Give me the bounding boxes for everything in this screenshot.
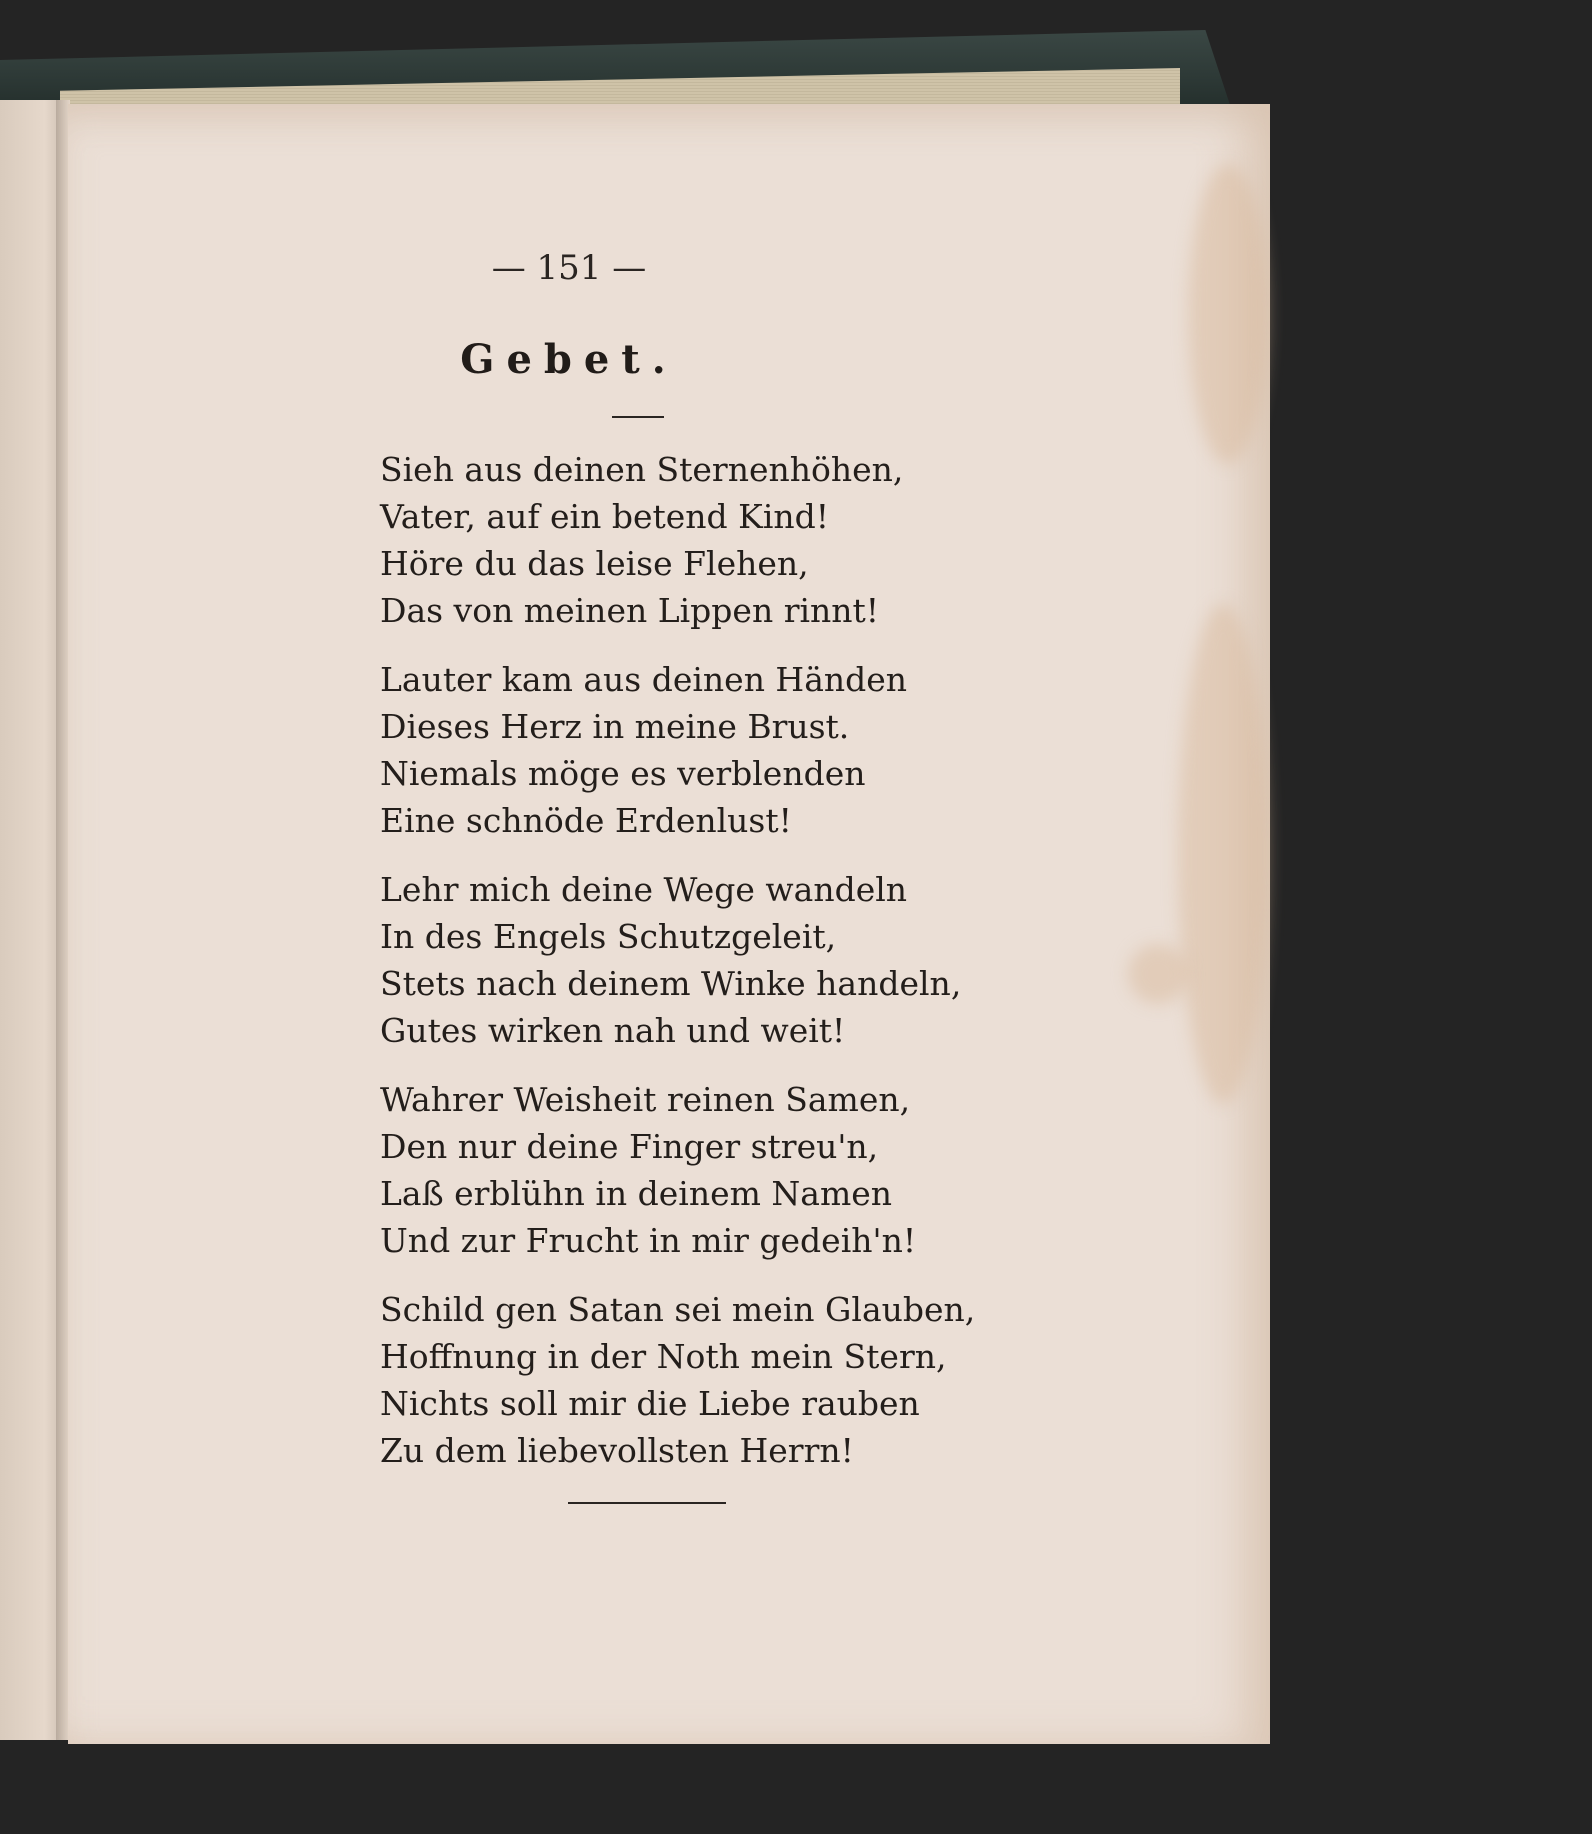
poem-line: Lauter kam aus deinen Händen	[380, 660, 908, 699]
stanza	[380, 1076, 1000, 1264]
poem-line: Nichts soll mir die Liebe rauben	[380, 1384, 920, 1423]
poem-line: Zu dem liebevollsten Herrn!	[380, 1431, 854, 1470]
paper-stain	[1188, 164, 1268, 464]
poem-line: Das von meinen Lippen rinnt!	[380, 591, 880, 630]
poem-line: Lehr mich deine Wege wandeln	[380, 870, 908, 909]
poem-line: Stets nach deinem Winke handeln,	[380, 964, 962, 1003]
poem-body	[380, 446, 1000, 1496]
paper-stain	[1128, 944, 1188, 1004]
poem-line: Gutes wirken nah und weit!	[380, 1011, 846, 1050]
poem-line: Laß erblühn in deinem Namen	[380, 1174, 893, 1213]
title-divider	[612, 416, 664, 418]
end-divider	[568, 1502, 726, 1504]
stanza	[380, 866, 1000, 1054]
poem-line: Und zur Frucht in mir gedeih'n!	[380, 1221, 917, 1260]
poem-line: Vater, auf ein betend Kind!	[380, 497, 830, 536]
poem-line: Niemals möge es verblenden	[380, 754, 866, 793]
page-number: — 151 —	[491, 248, 647, 288]
poem-line: Dieses Herz in meine Brust.	[380, 707, 850, 746]
paper-stain	[1178, 604, 1268, 1104]
poem-line: Höre du das leise Flehen,	[380, 544, 809, 583]
poem-title: Gebet.	[460, 336, 678, 383]
poem-line: Den nur deine Finger streu'n,	[380, 1127, 879, 1166]
poem-line: Hoffnung in der Noth mein Stern,	[380, 1337, 947, 1376]
stanza	[380, 656, 1000, 844]
stanza	[380, 1286, 1000, 1474]
stanza	[380, 446, 1000, 634]
right-page	[68, 104, 1270, 1744]
poem-line: Sieh aus deinen Sternenhöhen,	[380, 450, 904, 489]
poem-line: Eine schnöde Erdenlust!	[380, 801, 792, 840]
poem-line: Wahrer Weisheit reinen Samen,	[380, 1080, 911, 1119]
poem-line: Schild gen Satan sei mein Glauben,	[380, 1290, 976, 1329]
poem-line: In des Engels Schutzgeleit,	[380, 917, 837, 956]
